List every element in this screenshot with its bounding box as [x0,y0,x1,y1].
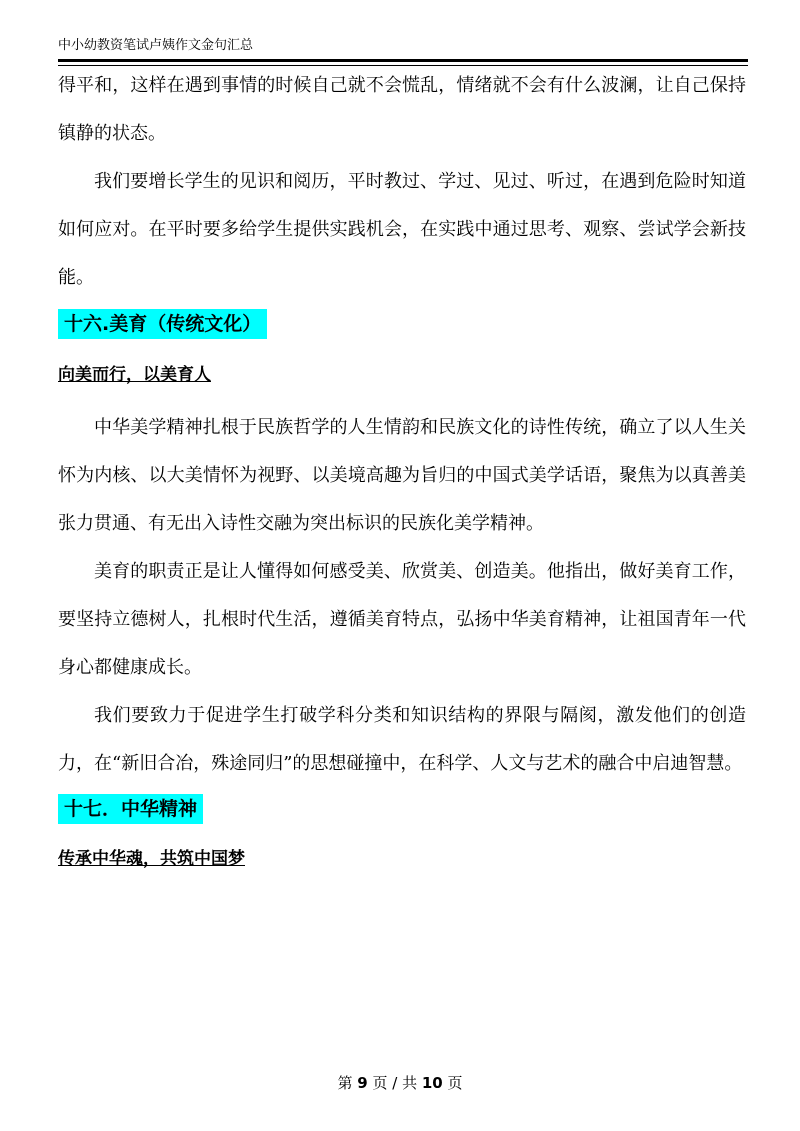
section-subheading: 传承中华魂，共筑中国梦 [58,849,245,869]
section-heading-text: 十六.美育（传统文化） [58,309,267,339]
footer-prefix: 第 [337,1074,353,1092]
paragraph: 中华美学精神扎根于民族哲学的人生情韵和民族文化的诗性传统，确立了以人生关怀为内核、以大美情怀为视野、以美境高趣为旨归的中国式美学话语，聚焦为以真善美张力贯通、有无出入诗性交融为突出标识的民族化美学精神。 [58,417,746,534]
footer-suffix: 页 [447,1074,463,1092]
page-header: 中小幼教资笔试卢姨作文金句汇总 [58,38,254,53]
section-heading [58,302,746,346]
footer-middle: 页 / 共 [372,1074,418,1092]
section-heading-text: 十七．中华精神 [58,794,203,824]
page-total: 10 [421,1074,443,1092]
paragraph: 我们要增长学生的见识和阅历，平时教过、学过、见过、听过，在遇到危险时知道如何应对。在平时要多给学生提供实践机会，在实践中通过思考、观察、尝试学会新技能。 [58,171,746,288]
section-heading [58,788,746,830]
page-footer [0,1072,800,1093]
paragraph: 美育的职责正是让人懂得如何感受美、欣赏美、创造美。他指出，做好美育工作，要坚持立德树人，扎根时代生活，遵循美育特点，弘扬中华美育精神，让祖国青年一代身心都健康成长。 [58,561,746,678]
paragraph-continuation: 得平和，这样在遇到事情的时候自己就不会慌乱，情绪就不会有什么波澜，让自己保持镇静的状态。 [58,75,746,144]
paragraph: 我们要致力于促进学生打破学科分类和知识结构的界限与隔阂，激发他们的创造力，在“新旧合冶，殊途同归”的思想碰撞中，在科学、人文与艺术的融合中启迪智慧。 [58,705,746,774]
document-body [58,62,746,888]
section-subheading: 向美而行，以美育人 [58,365,211,385]
page-number: 9 [357,1074,368,1092]
